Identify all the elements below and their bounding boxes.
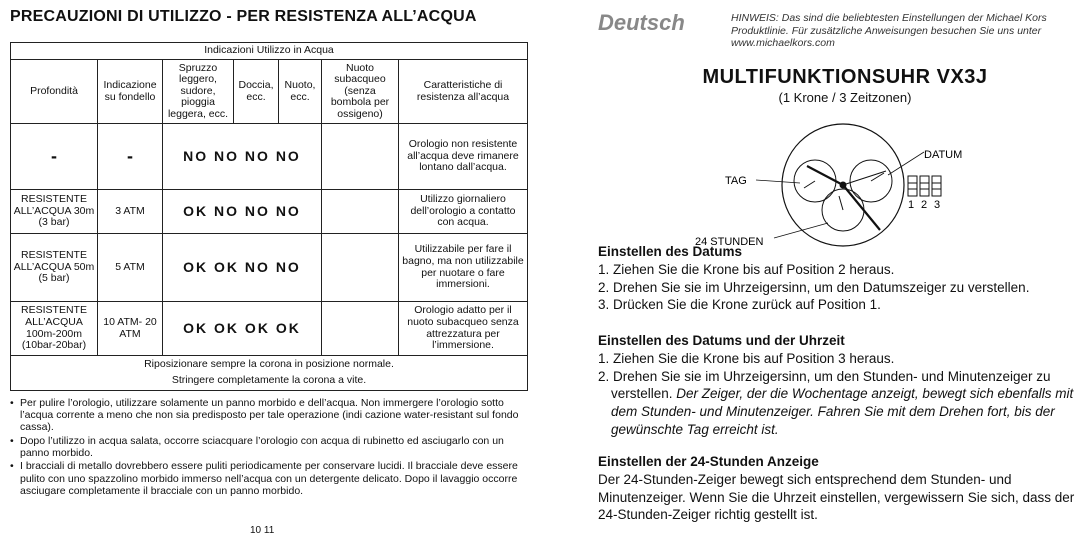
table-row: [11, 302, 528, 356]
row-dive-empty: [322, 124, 399, 190]
center-pin: [840, 182, 847, 189]
datum-leader: [888, 152, 924, 175]
watch-diagram: [695, 128, 998, 250]
table-row: [11, 234, 528, 302]
row-mark: 3 ATM: [98, 190, 163, 234]
row-desc: Utilizzabile per fare il bagno, ma non utilizzabile per nuotare o fare immersioni.: [399, 234, 528, 302]
step: 1. Ziehen Sie die Krone bis auf Position 3 heraus.: [598, 350, 895, 366]
row-marks: NO NO NO NO: [163, 124, 322, 190]
day-pointer: [804, 181, 815, 188]
page-numbers: 10 11: [250, 525, 275, 536]
section-body: Der 24-Stunden-Zeiger bewegt sich entsprechend dem Stunden- und Minutenzeiger. Wenn Sie die Uhrzeit einstellen, vergewissern Sie sich, dass der 24-Stunden-Zeiger richtig gestellt ist.: [598, 471, 1075, 523]
hint-note: HINWEIS: Das sind die beliebtesten Einstellungen der Michael Kors Produktlinie. Für zusätzliche Anweisungen besuchen Sie uns unter www.michaelkors.com: [731, 12, 1047, 50]
step: 1. Ziehen Sie die Krone bis auf Position 2 heraus.: [598, 261, 895, 277]
table-header-span: Indicazioni Utilizzo in Acqua: [11, 43, 528, 60]
note-item: • I bracciali di metallo dovrebbero essere puliti periodicamente per conservare lucidi. Il bracciale deve essere pulito con uno spazzolino morbido immerso nell’acqua con un detergente delicato. Dopo il lavaggio occorre asciugare completamente il bracciale con un panno morbido.: [10, 460, 530, 497]
pos-label-1: 1: [908, 199, 915, 211]
col-header-mark: Indicazione su fondello: [98, 60, 163, 124]
section-date-time: [598, 332, 1092, 439]
label-24-stunden: 24 STUNDEN: [695, 236, 764, 248]
tag-leader: [756, 180, 800, 183]
section-title: Einstellen des Datums: [598, 244, 743, 259]
row-mark: -: [98, 124, 163, 190]
model-title: MULTIFUNKTIONSUHR VX3J: [702, 66, 988, 88]
crown-pos-3: [932, 176, 941, 196]
crown-pos-2: [920, 176, 929, 196]
table-row: [11, 124, 528, 190]
label-tag: TAG: [725, 175, 747, 187]
row-dive-empty: [322, 190, 399, 234]
section-title: Einstellen der 24-Stunden Anzeige: [598, 454, 819, 469]
section-date: [598, 243, 1092, 314]
left-page: [10, 8, 530, 499]
stunden-leader: [774, 223, 828, 238]
col-header-dive: Nuoto subacqueo (senza bombola per ossigeno): [322, 60, 399, 124]
row-dive-empty: [322, 302, 399, 356]
section-24h: [598, 453, 1092, 524]
24h-pointer: [839, 196, 843, 210]
row-desc: Orologio non resistente all’acqua deve rimanere lontano dall’acqua.: [399, 124, 528, 190]
pos-label-2: 2: [921, 199, 928, 211]
step-2-text: 2. Drehen Sie sie im Uhrzeigersinn, um den Stunden- und Minutenzeiger zu verstellen.: [598, 368, 1051, 402]
care-notes: [10, 397, 530, 498]
row-dive-empty: [322, 234, 399, 302]
row-desc: Utilizzo giornaliero dell’orologio a contatto con acqua.: [399, 190, 528, 234]
note-item: • Dopo l’utilizzo in acqua salata, occorre sciacquare l’orologio con acqua di rubinetto ed asciugarlo con un panno morbido.: [10, 435, 530, 460]
note-item: • Per pulire l’orologio, utilizzare solamente un panno morbido e dell’acqua. Non immergere l’orologio sotto l’acqua corrente a meno che non sia predisposto per tale operazione (indi cazione water-resistant sul fondo cassa).: [10, 397, 530, 434]
footer-line-2: Stringere completamente la corona a vite.: [171, 373, 367, 386]
col-header-swim: Nuoto, ecc.: [279, 60, 322, 124]
row-depth: RESISTENTE ALL’ACQUA 30m (3 bar): [11, 190, 98, 234]
col-header-characteristics: Caratteristiche di resistenza all’acqua: [399, 60, 528, 124]
row-depth: -: [11, 124, 98, 190]
row-marks: OK NO NO NO: [163, 190, 322, 234]
col-header-shower: Doccia, ecc.: [234, 60, 279, 124]
row-marks: OK OK NO NO: [163, 234, 322, 302]
row-marks: OK OK OK OK: [163, 302, 322, 356]
water-resistance-table: [10, 42, 528, 391]
row-depth: RESISTENTE ALL’ACQUA 50m (5 bar): [11, 234, 98, 302]
minute-hand: [843, 185, 880, 230]
footer-line-1: Riposizionare sempre la corona in posizione normale.: [144, 358, 394, 370]
step: 3. Drücken Sie die Krone zurück auf Position 1.: [598, 297, 881, 313]
row-mark: 10 ATM- 20 ATM: [98, 302, 163, 356]
section-title: Einstellen des Datums und der Uhrzeit: [598, 333, 845, 348]
language-heading: Deutsch: [598, 10, 685, 35]
crown-positions: [908, 176, 941, 196]
row-desc: Orologio adatto per il nuoto subacqueo senza attrezzatura per l’immersione.: [399, 302, 528, 356]
col-header-depth: Profondità: [11, 60, 98, 124]
table-row: [11, 190, 528, 234]
second-hand: [843, 171, 886, 185]
model-subtitle: (1 Krone / 3 Zeitzonen): [778, 90, 912, 105]
page-title-it: PRECAUZIONI DI UTILIZZO - PER RESISTENZA ALL’ACQUA: [10, 8, 477, 25]
step-2: [598, 368, 1092, 439]
label-datum: DATUM: [924, 149, 963, 161]
row-depth: RESISTENTE ALL’ACQUA 100m-200m (10bar-20bar): [11, 302, 98, 356]
table-footer: [11, 356, 528, 391]
step: 2. Drehen Sie sie im Uhrzeigersinn, um den Datumszeiger zu verstellen.: [598, 279, 1030, 295]
step-2-note: Der Zeiger, der die Wochentage anzeigt, bewegt sich ebenfalls mit dem Stunden- und Minutenzeiger. Fahren Sie mit dem Drehen fort, bis der gewünschte Tag erreicht ist.: [611, 386, 1074, 438]
pos-label-3: 3: [934, 199, 941, 211]
row-mark: 5 ATM: [98, 234, 163, 302]
col-header-splash: Spruzzo leggero, sudore, pioggia leggera, ecc.: [163, 60, 234, 124]
crown-pos-1: [908, 176, 917, 196]
